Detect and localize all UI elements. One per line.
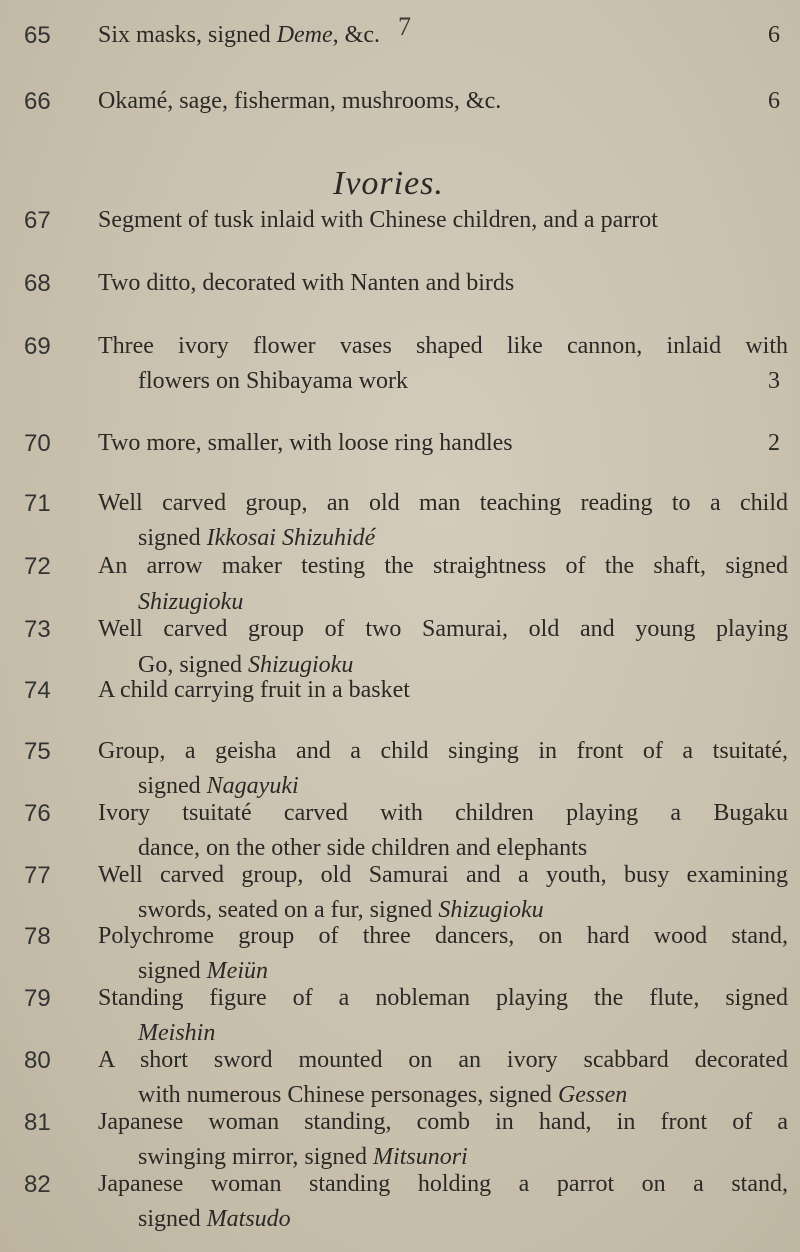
description-text: Segment of tusk inlaid with Chinese children, and a parrot (98, 207, 658, 233)
lot-description (98, 430, 513, 457)
lot-description (98, 270, 514, 297)
signature-name: Nagayuki (206, 773, 299, 799)
lot-description-continued (138, 368, 408, 395)
description-text: Ivory tsuitaté carved with children playing a Bugaku (98, 800, 788, 826)
description-text: Japanese woman standing holding a parrot on a stand, (98, 1171, 788, 1197)
signature-name: Shizugioku (438, 897, 544, 923)
signature-name: Mitsunori (373, 1144, 468, 1170)
description-text: Six masks, signed (98, 22, 277, 48)
signature-name: Ikkosai Shizuhidé (206, 525, 376, 551)
description-text: Standing figure of a nobleman playing the flute, signed (98, 985, 788, 1011)
lot-number: 65 (24, 22, 51, 49)
description-text: Well carved group, old Samurai and a youth, busy examining (98, 862, 788, 888)
lot-description (98, 1171, 788, 1198)
description-text: Three ivory flower vases shaped like cannon, inlaid with (98, 333, 788, 359)
lot-number: 77 (24, 862, 51, 889)
lot-quantity: 3 (768, 368, 780, 394)
signature-name: Matsudo (206, 1206, 291, 1232)
lot-number: 79 (24, 985, 51, 1012)
lot-number: 67 (24, 207, 51, 234)
lot-number: 72 (24, 553, 51, 580)
lot-description-continued (138, 958, 268, 985)
lot-number: 75 (24, 738, 51, 765)
description-text: Two ditto, decorated with Nanten and birds (98, 270, 515, 296)
lot-number: 66 (24, 88, 51, 115)
lot-description (98, 1109, 788, 1136)
lot-description-continued (138, 835, 587, 862)
lot-number: 71 (24, 490, 51, 517)
signature-name: Meishin (138, 1020, 216, 1046)
lot-description-continued (138, 525, 375, 552)
lot-description (98, 862, 788, 889)
lot-description (98, 22, 380, 49)
signature-name: Shizugioku (138, 589, 244, 615)
lot-description-continued (138, 897, 544, 924)
lot-description-continued (138, 1082, 627, 1109)
signature-name: Shizugioku (248, 652, 354, 678)
signature-name: Meiün (206, 958, 268, 984)
lot-description-continued (138, 1020, 215, 1047)
description-text: Well carved group, an old man teaching reading to a child (98, 490, 788, 516)
lot-number: 78 (24, 923, 51, 950)
lot-description (98, 923, 788, 950)
lot-quantity: 2 (768, 430, 780, 456)
lot-number: 81 (24, 1109, 51, 1136)
lot-number: 80 (24, 1047, 51, 1074)
signature-name: Deme (276, 22, 333, 48)
lot-number: 73 (24, 616, 51, 643)
lot-description-continued (138, 652, 353, 679)
description-text: Two more, smaller, with loose ring handles (98, 430, 513, 456)
lot-description (98, 800, 788, 827)
lot-description (98, 985, 788, 1012)
lot-description-continued (138, 773, 299, 800)
lot-description (98, 333, 788, 360)
description-text: flowers on Shibayama work (138, 368, 408, 394)
description-text: Go, signed (138, 652, 248, 678)
signature-name: Gessen (557, 1082, 628, 1108)
description-text-after: , &c. (332, 22, 380, 48)
section-heading: Ivories. (333, 165, 444, 202)
description-text: Well carved group of two Samurai, old and young playing (98, 616, 788, 642)
description-text: swinging mirror, signed (138, 1144, 374, 1170)
lot-description (98, 738, 788, 765)
lot-description-continued (138, 1144, 468, 1171)
lot-quantity: 6 (768, 22, 780, 48)
lot-description (98, 616, 788, 643)
lot-number: 74 (24, 677, 51, 704)
description-text: Okamé, sage, fisherman, mushrooms, &c. (98, 88, 502, 114)
lot-description (98, 490, 788, 517)
description-text: A child carrying fruit in a basket (98, 677, 410, 703)
lot-description-continued (138, 589, 243, 616)
lot-number: 68 (24, 270, 51, 297)
lot-description (98, 1047, 788, 1074)
lot-number: 76 (24, 800, 51, 827)
lot-description (98, 553, 788, 580)
description-text: signed (138, 1206, 207, 1232)
lot-description-continued (138, 1206, 291, 1233)
lot-number: 69 (24, 333, 51, 360)
lot-description (98, 677, 410, 704)
page-number: 7 (398, 12, 411, 41)
description-text: Polychrome group of three dancers, on hard wood stand, (98, 923, 788, 949)
description-text: signed (138, 958, 207, 984)
lot-number: 70 (24, 430, 51, 457)
description-text: An arrow maker testing the straightness of the shaft, signed (98, 553, 788, 579)
description-text: Group, a geisha and a child singing in front of a tsuitaté, (98, 738, 788, 764)
description-text: signed (138, 773, 207, 799)
lot-description (98, 88, 501, 115)
description-text: swords, seated on a fur, signed (138, 897, 439, 923)
lot-quantity: 6 (768, 88, 780, 114)
lot-number: 82 (24, 1171, 51, 1198)
description-text: signed (138, 525, 207, 551)
description-text: with numerous Chinese personages, signed (138, 1082, 558, 1108)
lot-description (98, 207, 658, 234)
description-text: Japanese woman standing, comb in hand, in front of a (98, 1109, 788, 1135)
description-text: A short sword mounted on an ivory scabbard decorated (98, 1047, 788, 1073)
description-text: dance, on the other side children and elephants (138, 835, 588, 861)
